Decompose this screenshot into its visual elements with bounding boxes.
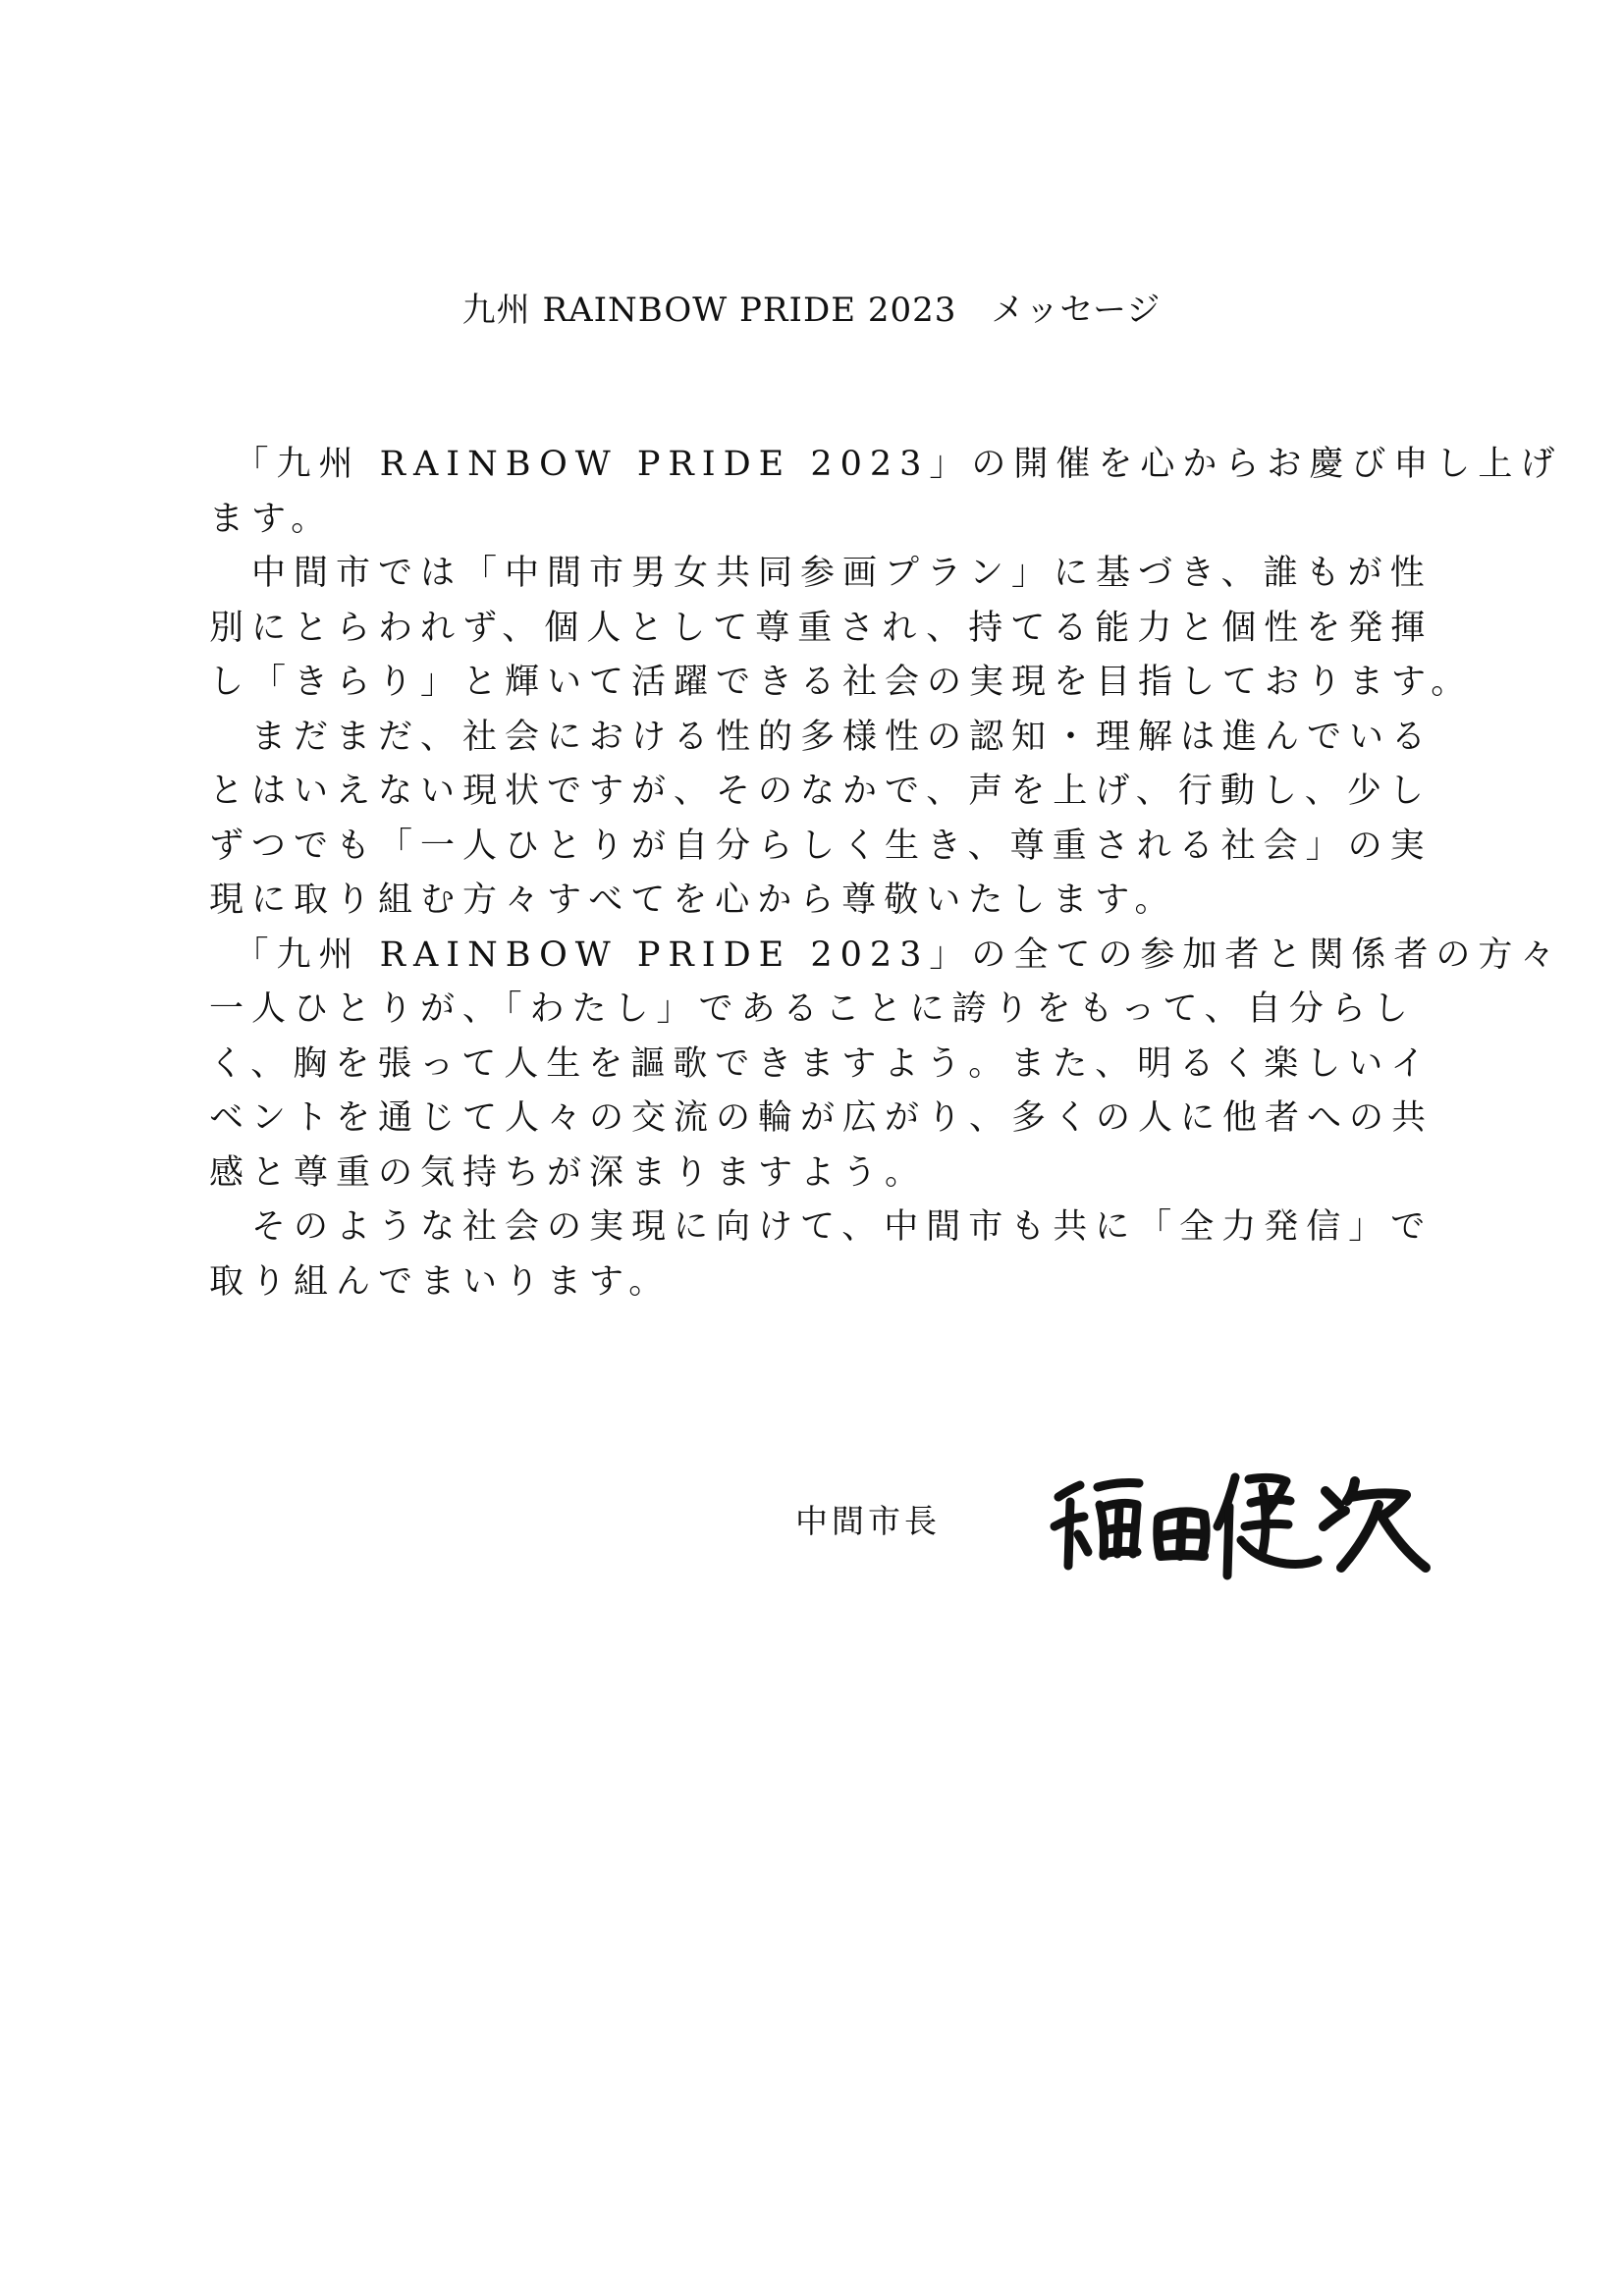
message-body	[209, 438, 1563, 1309]
message-line: ます。	[209, 499, 334, 539]
message-line: 一人ひとりが、「わたし」であることに誇りをもって、自分らし	[209, 989, 1416, 1029]
handwritten-signature	[1041, 1458, 1434, 1585]
signature-block	[776, 1458, 1443, 1585]
message-line: 別にとらわれず、個人として尊重され、持てる能力と個性を発揮	[209, 608, 1434, 648]
message-line: とはいえない現状ですが、そのなかで、声を上げ、行動し、少し	[209, 772, 1432, 811]
message-line: 取り組んでまいります。	[209, 1261, 672, 1302]
message-line: 現に取り組む方々すべてを心から尊敬いたします。	[209, 881, 1177, 920]
message-line: まだまだ、社会における性的多様性の認知・理解は進んでいる	[209, 717, 1434, 757]
message-line: ずつでも「一人ひとりが自分らしく生き、尊重される社会」の実	[209, 826, 1433, 866]
message-line: そのような社会の実現に向けて、中間市も共に「全力発信」で	[209, 1207, 1434, 1247]
signatory-role: 中間市長	[795, 1502, 941, 1540]
message-line: 「九州 RAINBOW PRIDE 2023」の全ての参加者と関係者の方々	[209, 934, 1563, 975]
message-line: く、胸を張って人生を謳歌できますよう。また、明るく楽しいイ	[209, 1043, 1434, 1084]
document-title: 九州 RAINBOW PRIDE 2023 メッセージ	[461, 291, 1162, 330]
message-line: ベントを通じて人々の交流の輪が広がり、多くの人に他者への共	[209, 1098, 1434, 1138]
message-line: 「九州 RAINBOW PRIDE 2023」の開催を心からお慶び申し上げ	[209, 445, 1563, 484]
message-line: 中間市では「中間市男女共同参画プラン」に基づき、誰もが性	[209, 554, 1433, 593]
message-line: し「きらり」と輝いて活躍できる社会の実現を目指しております。	[209, 663, 1474, 702]
message-line: 感と尊重の気持ちが深まりますよう。	[209, 1152, 928, 1193]
